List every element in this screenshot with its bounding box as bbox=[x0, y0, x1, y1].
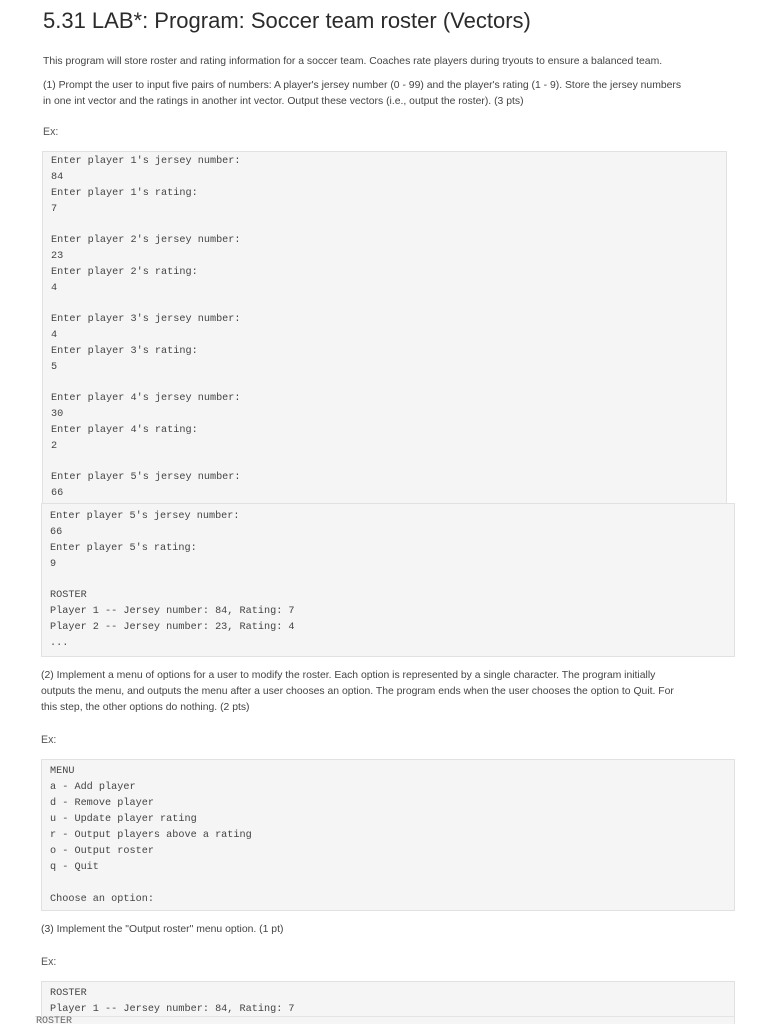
code-line: u - Update player rating bbox=[50, 814, 197, 825]
step1-example-label: Ex: bbox=[43, 126, 59, 138]
code-line: Choose an option: bbox=[50, 894, 154, 905]
code-block-input-example bbox=[42, 151, 727, 503]
step3-example-label: Ex: bbox=[41, 956, 57, 968]
code-line: Enter player 2's rating: bbox=[51, 267, 198, 278]
code-line: Player 1 -- Jersey number: 84, Rating: 7 bbox=[50, 1004, 295, 1015]
step1-text-line2: in one int vector and the ratings in another int vector. Output these vectors (i.e., output the roster). (3 pts) bbox=[43, 96, 524, 107]
step2-text-line3: this step, the other options do nothing. (2 pts) bbox=[41, 702, 250, 713]
code-line: Enter player 5's jersey number: bbox=[50, 511, 240, 522]
step2-text-line1: (2) Implement a menu of options for a user to modify the roster. Each option is represented by a single character. The program initially bbox=[41, 670, 656, 681]
code-line: Enter player 5's rating: bbox=[50, 543, 197, 554]
step1-text-line1: (1) Prompt the user to input five pairs of numbers: A player's jersey number (0 - 99) and the player's rating (1 - 9). Store the jersey numbers bbox=[43, 80, 682, 91]
step3-text: (3) Implement the "Output roster" menu option. (1 pt) bbox=[41, 924, 284, 935]
code-line: Enter player 4's rating: bbox=[51, 425, 198, 436]
code-line: 66 bbox=[51, 488, 64, 499]
code-line: 5 bbox=[51, 362, 58, 373]
overlapping-code-fragment: ROSTER bbox=[36, 1016, 73, 1027]
step2-text-line2: outputs the menu, and outputs the menu after a user chooses an option. The program ends when the user chooses the option to Quit. For bbox=[41, 686, 674, 697]
code-line: ROSTER bbox=[50, 988, 87, 999]
code-line: 2 bbox=[51, 441, 58, 452]
page-title: 5.31 LAB*: Program: Soccer team roster (Vectors) bbox=[43, 8, 531, 33]
code-line: Enter player 1's jersey number: bbox=[51, 156, 241, 167]
intro-paragraph: This program will store roster and rating information for a soccer team. Coaches rate players during tryouts to ensure a balanced team. bbox=[43, 56, 663, 67]
code-line: Player 1 -- Jersey number: 84, Rating: 7 bbox=[50, 606, 295, 617]
code-line: a - Add player bbox=[50, 782, 136, 793]
code-line: 4 bbox=[51, 283, 58, 294]
code-line: MENU bbox=[50, 766, 75, 777]
code-line: Enter player 5's jersey number: bbox=[51, 472, 241, 483]
code-line: d - Remove player bbox=[50, 798, 154, 809]
code-line: 23 bbox=[51, 251, 64, 262]
code-line: q - Quit bbox=[50, 862, 99, 873]
page-divider bbox=[35, 1016, 735, 1017]
code-line: ROSTER bbox=[50, 590, 87, 601]
code-block-roster-example bbox=[41, 503, 735, 657]
code-line: Enter player 3's jersey number: bbox=[51, 314, 241, 325]
code-line: ... bbox=[50, 638, 69, 649]
code-line: Enter player 1's rating: bbox=[51, 188, 198, 199]
code-block-menu-example bbox=[41, 759, 735, 911]
step2-example-label: Ex: bbox=[41, 734, 57, 746]
code-line: 84 bbox=[51, 172, 64, 183]
code-line: Enter player 3's rating: bbox=[51, 346, 198, 357]
code-line: o - Output roster bbox=[50, 846, 154, 857]
code-block-output-roster-example bbox=[41, 981, 735, 1024]
code-line: 7 bbox=[51, 204, 58, 215]
code-line: 9 bbox=[50, 559, 57, 570]
code-line: r - Output players above a rating bbox=[50, 830, 252, 841]
code-line: Enter player 2's jersey number: bbox=[51, 235, 241, 246]
code-line: Enter player 4's jersey number: bbox=[51, 393, 241, 404]
code-line: 4 bbox=[51, 330, 58, 341]
code-line: 66 bbox=[50, 527, 63, 538]
code-line: Player 2 -- Jersey number: 23, Rating: 4 bbox=[50, 622, 295, 633]
code-line: 30 bbox=[51, 409, 64, 420]
